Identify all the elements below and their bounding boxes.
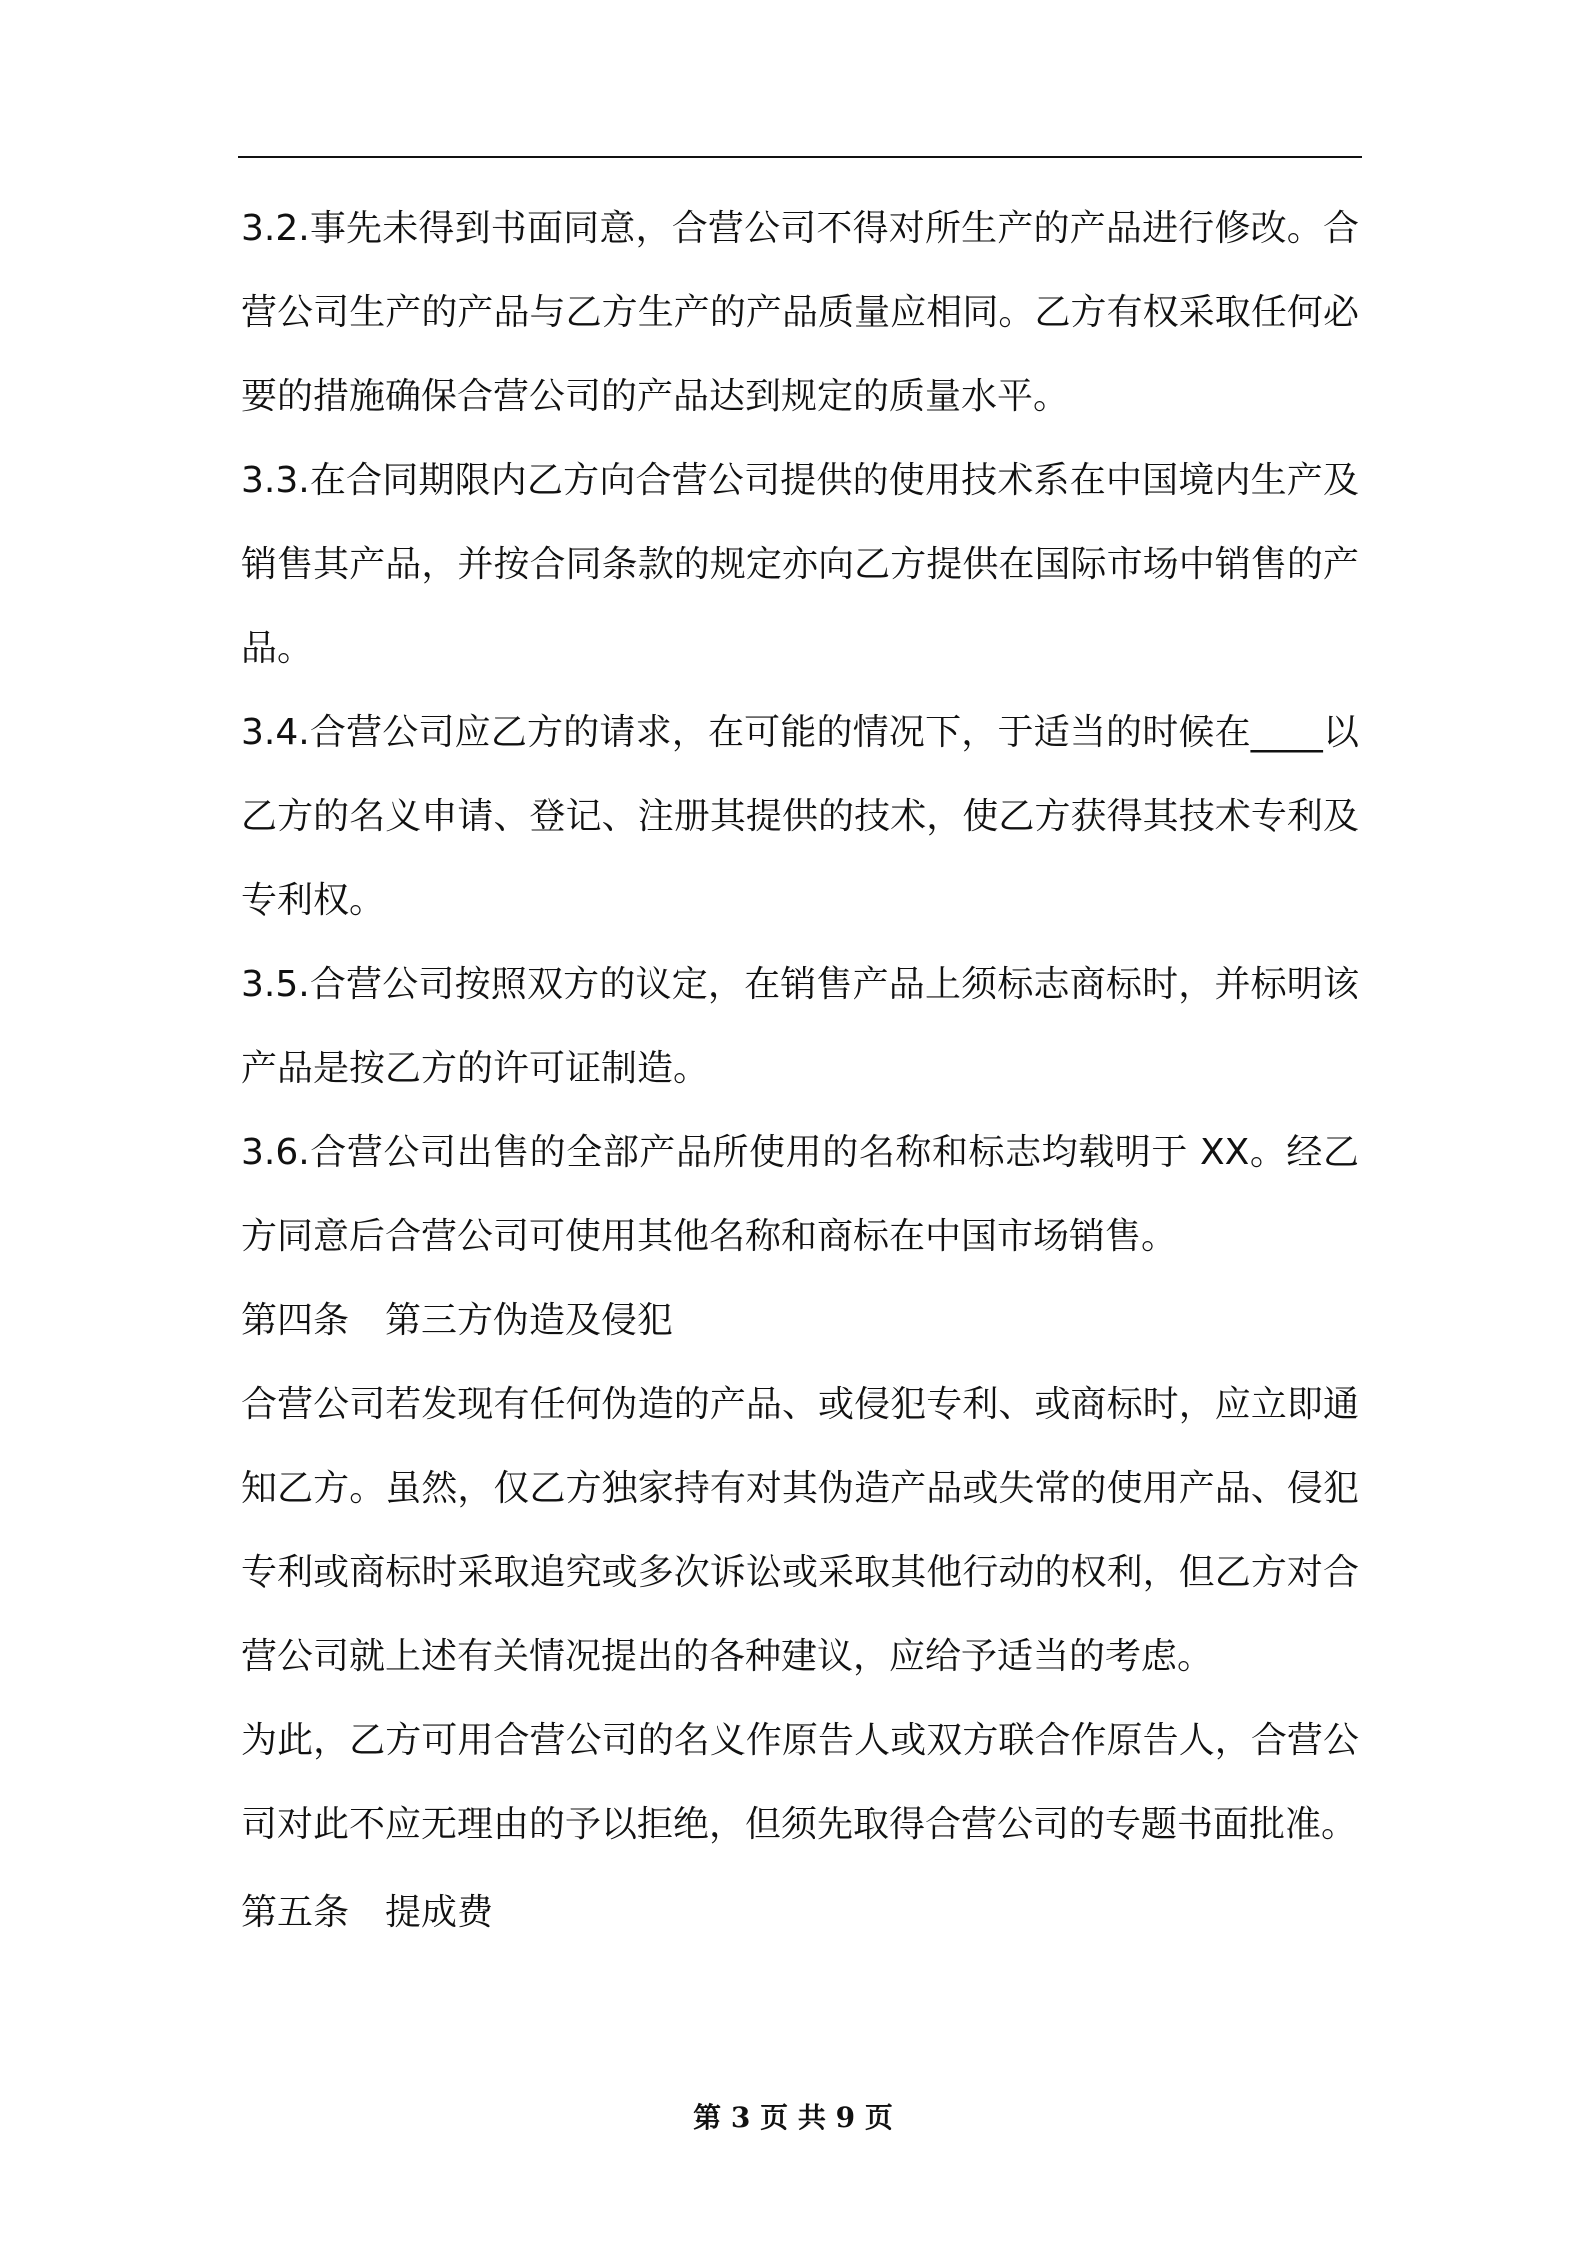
page-content <box>241 187 1359 1955</box>
clause-3-2: 3.2.事先未得到书面同意，合营公司不得对所生产的产品进行修改。合营公司生产的产品与乙方生产的产品质量应相同。乙方有权采取任何必要的措施确保合营公司的产品达到规定的质量水平。 <box>241 208 1359 417</box>
article-4-paragraph-1: 合营公司若发现有任何伪造的产品、或侵犯专利、或商标时，应立即通知乙方。虽然，仅乙方独家持有对其伪造产品或失常的使用产品、侵犯专利或商标时采取追究或多次诉讼或采取其他行动的权利，但乙方对合营公司就上述有关情况提出的各种建议，应给予适当的考虑。 <box>241 1384 1359 1677</box>
article-4-heading: 第四条 第三方伪造及侵犯 <box>241 1300 674 1341</box>
clause-3-3: 3.3.在合同期限内乙方向合营公司提供的使用技术系在中国境内生产及销售其产品，并按合同条款的规定亦向乙方提供在国际市场中销售的产品。 <box>241 460 1359 669</box>
clause-3-6: 3.6.合营公司出售的全部产品所使用的名称和标志均载明于 XX。经乙方同意后合营公司可使用其他名称和商标在中国市场销售。 <box>241 1132 1359 1257</box>
page-number-footer: 第 3 页 共 9 页 <box>693 2101 893 2134</box>
header-rule <box>238 156 1362 158</box>
clause-3-4: 3.4.合营公司应乙方的请求，在可能的情况下，于适当的时候在____以乙方的名义申请、登记、注册其提供的技术，使乙方获得其技术专利及专利权。 <box>241 712 1359 921</box>
article-4-paragraph-2: 为此，乙方可用合营公司的名义作原告人或双方联合作原告人，合营公司对此不应无理由的予以拒绝，但须先取得合营公司的专题书面批准。 <box>241 1720 1359 1845</box>
article-5-heading: 第五条 提成费 <box>241 1892 494 1933</box>
clause-3-5: 3.5.合营公司按照双方的议定，在销售产品上须标志商标时，并标明该产品是按乙方的许可证制造。 <box>241 964 1359 1089</box>
